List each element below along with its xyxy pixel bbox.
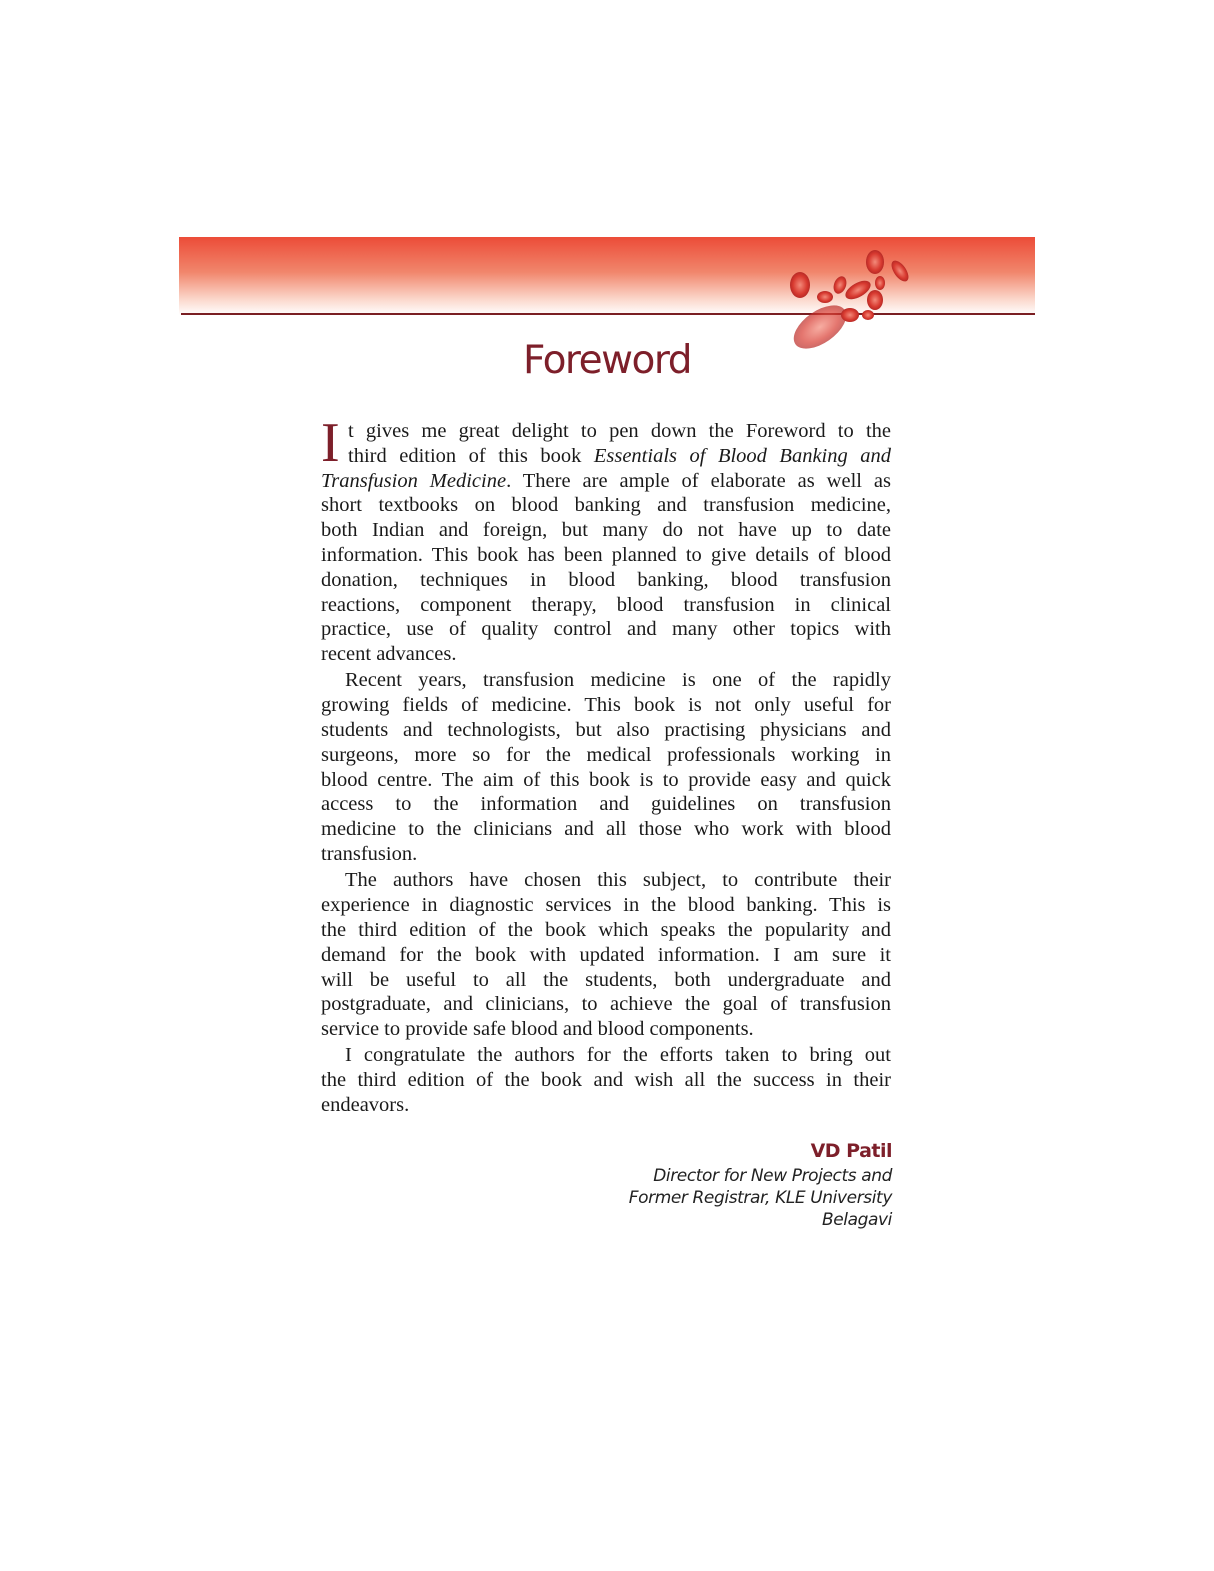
text-line: postgraduate, and clinicians, to achieve the goal of transfusion: [321, 993, 891, 1016]
text-line: transfusion.: [321, 843, 418, 866]
book-title-italic: Transfusion Medicine: [321, 469, 507, 492]
text-line: practice, use of quality control and many other topics with: [321, 618, 891, 641]
text-line: the third edition of the book and wish all the success in their: [321, 1069, 891, 1092]
text-line: information. This book has been planned to give details of blood: [321, 543, 891, 566]
paragraph: [321, 868, 891, 1042]
text-line: short textbooks on blood banking and transfusion medicine,: [321, 494, 891, 517]
text-segment: . There are ample of elaborate as well as: [506, 469, 891, 492]
paragraph: [321, 412, 891, 667]
text-line: access to the information and guidelines on transfusion: [321, 793, 891, 816]
text-line: demand for the book with updated information. I am sure it: [321, 943, 891, 966]
text-line: surgeons, more so for the medical professionals working in: [321, 743, 891, 766]
text-segment: third edition of this book: [348, 444, 594, 467]
text-line: blood centre. The aim of this book is to provide easy and quick: [321, 768, 891, 791]
text-line: [321, 469, 891, 494]
book-title-italic: Essentials of Blood Banking and: [593, 444, 891, 467]
text-line: will be useful to all the students, both undergraduate and: [321, 968, 891, 991]
text-line: recent advances.: [321, 643, 457, 666]
signature-block: [629, 1140, 892, 1231]
text-line: experience in diagnostic services in the blood banking. This is: [321, 894, 891, 917]
signature-name: VD Patil: [810, 1140, 892, 1162]
paragraph: [321, 668, 891, 866]
text-line: I congratulate the authors for the efforts taken to bring out: [345, 1044, 891, 1067]
text-line: students and technologists, but also practising physicians and: [321, 719, 891, 742]
text-line: medicine to the clinicians and all those who work with blood: [321, 818, 891, 841]
foreword-body: [321, 412, 891, 1119]
signature-role-line: Director for New Projects and: [653, 1166, 892, 1186]
text-line: service to provide safe blood and blood components.: [321, 1018, 754, 1041]
text-line: Recent years, transfusion medicine is one of the rapidly: [345, 669, 891, 692]
text-line: endeavors.: [321, 1094, 410, 1117]
text-line: donation, techniques in blood banking, blood transfusion: [321, 568, 891, 591]
text-line: t gives me great delight to pen down the Foreword to the: [348, 420, 891, 442]
paragraph: [321, 1043, 891, 1117]
text-line: reactions, component therapy, blood transfusion in clinical: [321, 593, 891, 616]
signature-role-line: Former Registrar, KLE University: [628, 1188, 892, 1208]
text-line: both Indian and foreign, but many do not have up to date: [321, 519, 891, 542]
drop-cap: I: [321, 412, 340, 474]
text-line: [321, 444, 891, 469]
text-line: The authors have chosen this subject, to contribute their: [345, 869, 891, 892]
text-line: the third edition of the book which speaks the popularity and: [321, 918, 891, 941]
text-line: growing fields of medicine. This book is not only useful for: [321, 694, 891, 717]
signature-role-line: Belagavi: [821, 1210, 892, 1230]
page-title: Foreword: [523, 338, 691, 383]
